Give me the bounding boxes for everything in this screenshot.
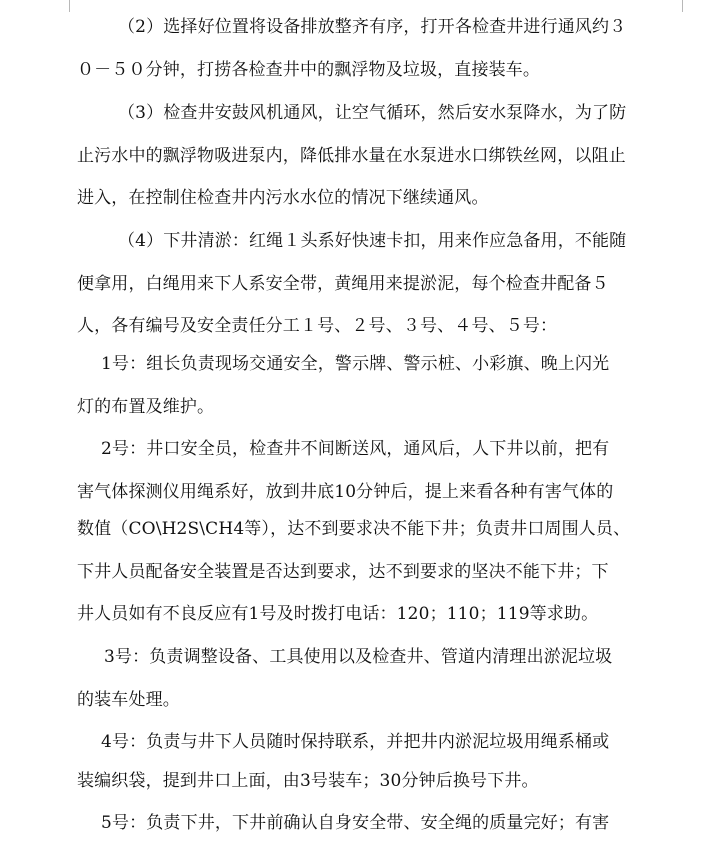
role-4-line-1: 4号：负责与井下人员随时保持联系，并把井内淤泥垃圾用绳系桶或	[101, 732, 610, 752]
role-2-line-1: 2号：井口安全员，检查井不间断送风，通风后，人下井以前，把有	[101, 439, 610, 459]
page-corner-mark-right	[682, 0, 697, 12]
role-3-line-2: 的装车处理。	[77, 690, 180, 710]
paragraph-4-line-2: 便拿用，白绳用来下人系安全带，黄绳用来提淤泥，每个检查井配备５	[77, 274, 609, 294]
paragraph-3-line-3: 进入，在控制住检查井内污水水位的情况下继续通风。	[77, 188, 489, 208]
role-1-line-2: 灯的布置及维护。	[77, 397, 215, 417]
role-3-line-1: 3号：负责调整设备、工具使用以及检查井、管道内清理出淤泥垃圾	[104, 647, 613, 667]
paragraph-2-line-2: ０－５０分钟，打捞各检查井中的飘浮物及垃圾，直接装车。	[77, 60, 541, 80]
page-corner-mark-left	[55, 0, 70, 12]
role-5-line-1: 5号：负责下井，下井前确认自身安全带、安全绳的质量完好；有害	[101, 813, 610, 833]
paragraph-3-line-1: （3）检查井安鼓风机通风，让空气循环，然后安水泵降水，为了防	[118, 103, 627, 123]
paragraph-4-line-3: 人，各有编号及安全责任分工１号、２号、３号、４号、５号：	[77, 316, 558, 336]
paragraph-2-line-1: （2）选择好位置将设备排放整齐有序，打开各检查井进行通风约３	[118, 17, 627, 37]
paragraph-4-line-1: （4）下井清淤：红绳１头系好快速卡扣，用来作应急备用，不能随	[118, 231, 627, 251]
role-4-line-2: 装编织袋，提到井口上面，由3号装车；30分钟后换号下井。	[77, 771, 539, 791]
paragraph-3-line-2: 止污水中的飘浮物吸进泵内，降低排水量在水泵进水口绑铁丝网，以阻止	[77, 146, 626, 166]
role-2-line-2: 害气体探测仪用绳系好，放到井底10分钟后，提上来看各种有害气体的	[77, 482, 614, 502]
role-2-line-4: 下井人员配备安全装置是否达到要求，达不到要求的坚决不能下井；下	[77, 562, 609, 582]
role-2-line-5: 井人员如有不良反应有1号及时拨打电话：120；110；119等求助。	[77, 604, 599, 624]
role-1-line-1: 1号：组长负责现场交通安全，警示牌、警示桩、小彩旗、晚上闪光	[101, 354, 610, 374]
role-2-line-3: 数值（CO\H2S\CH4等），达不到要求决不能下井；负责井口周围人员、	[77, 519, 631, 539]
